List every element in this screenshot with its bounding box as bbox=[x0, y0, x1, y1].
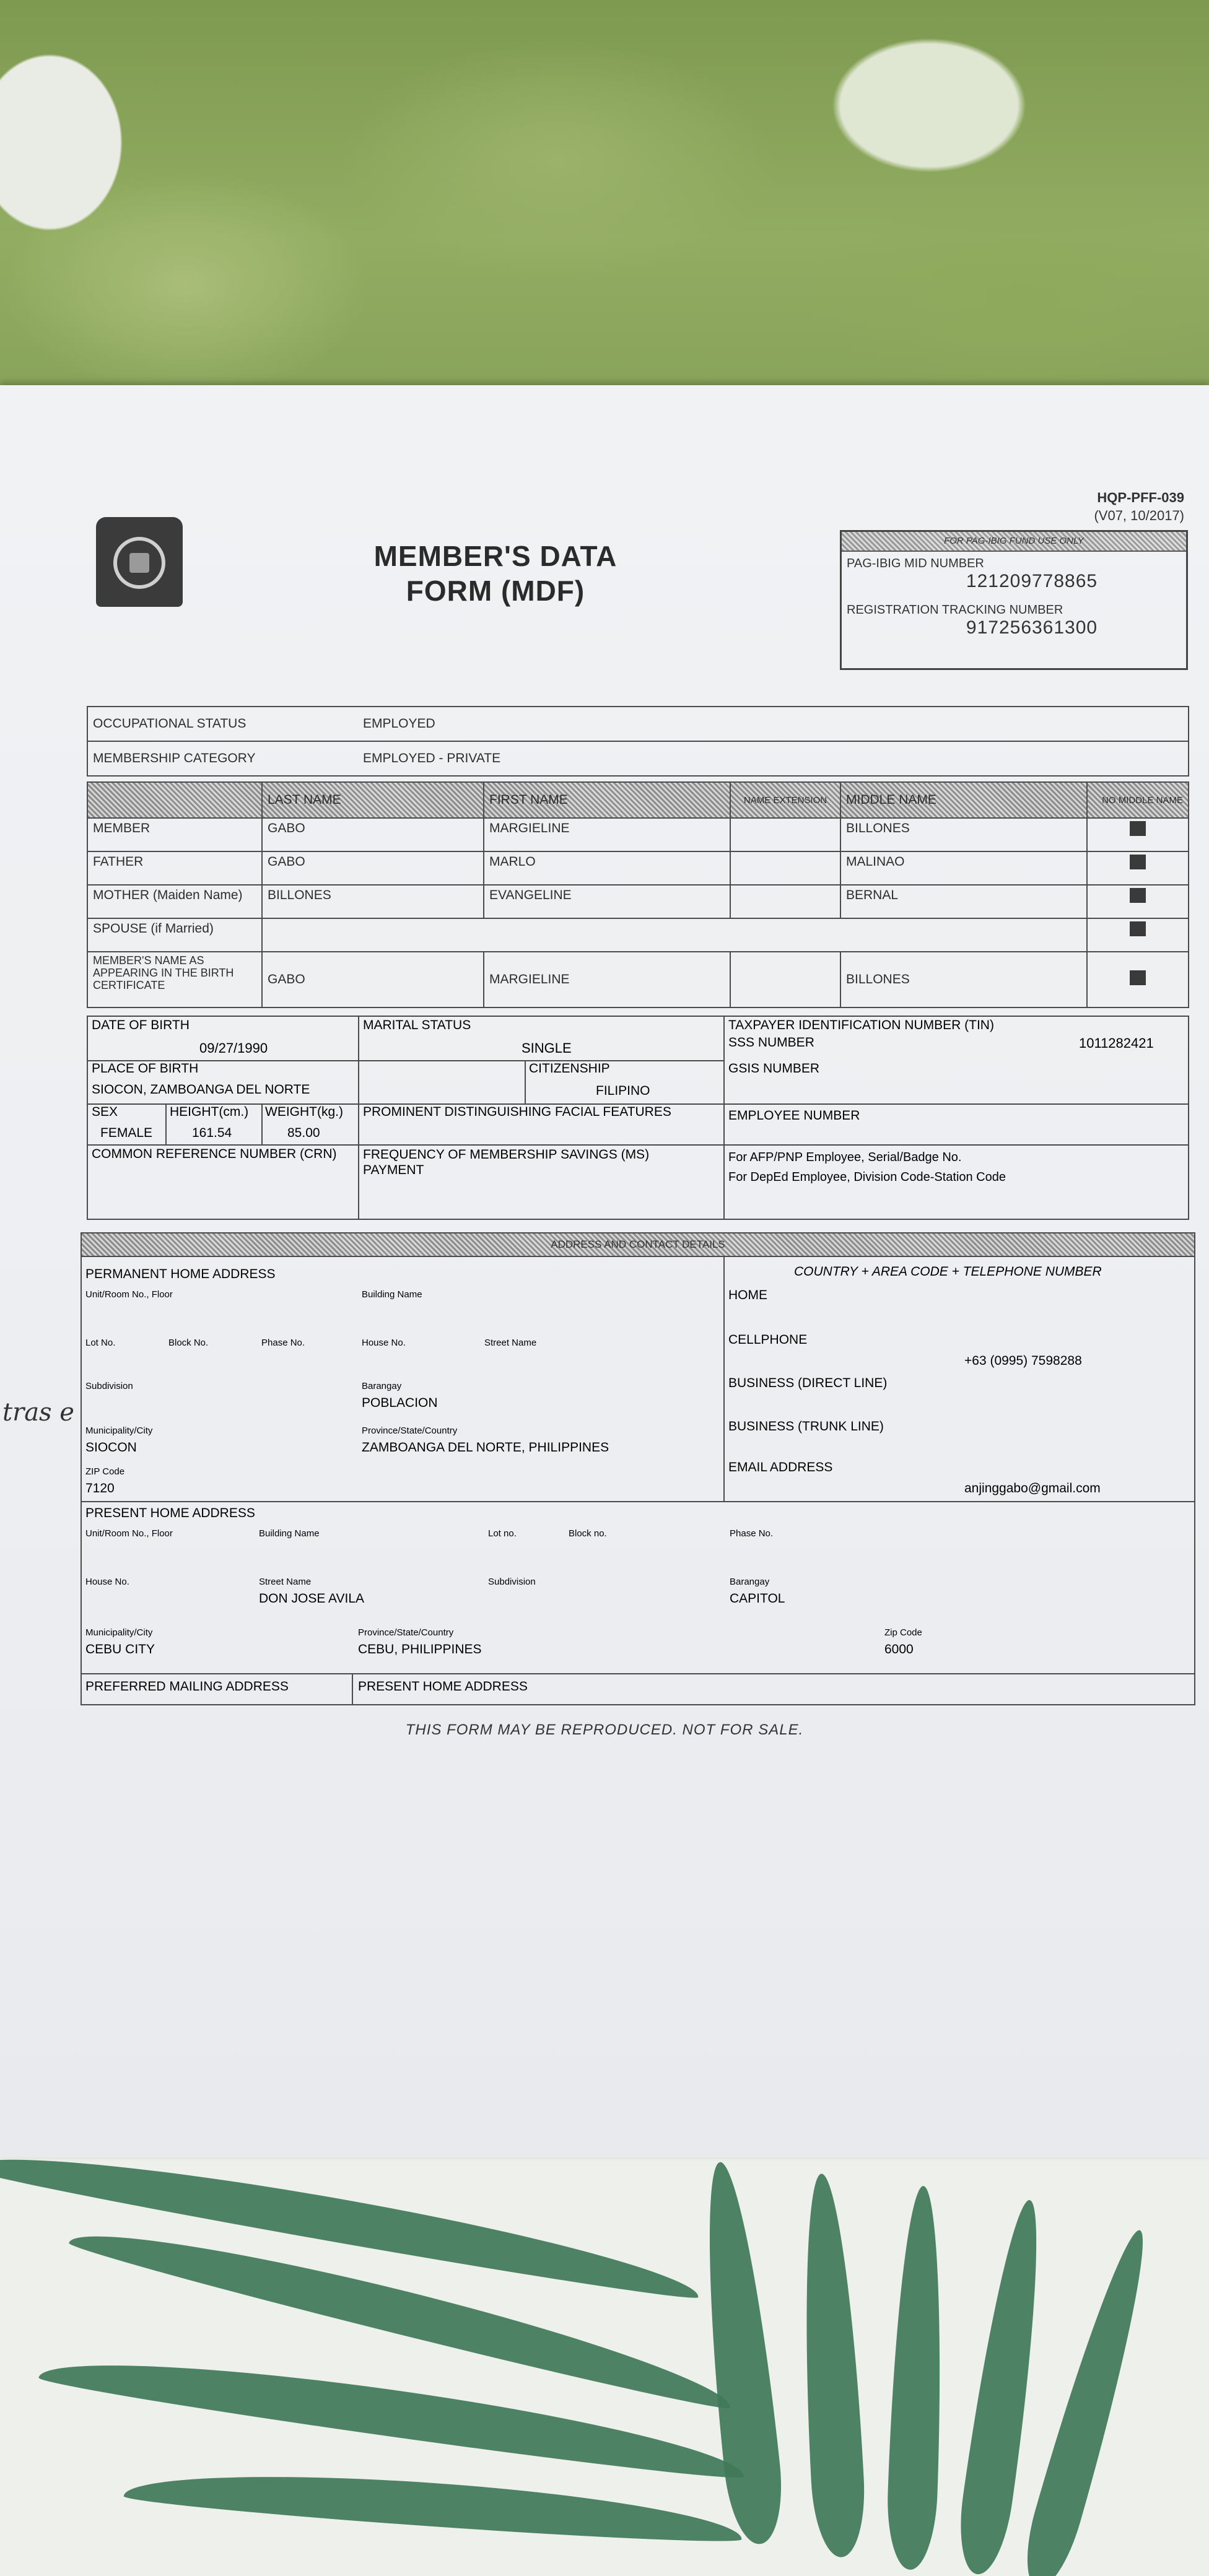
sss-label: SSS NUMBER bbox=[728, 1035, 814, 1050]
subd-label: Subdivision bbox=[85, 1381, 133, 1391]
no-middle-checkbox[interactable] bbox=[1130, 855, 1146, 869]
perm-prov: ZAMBOANGA DEL NORTE, PHILIPPINES bbox=[362, 1440, 609, 1455]
perm-muni: SIOCON bbox=[85, 1440, 137, 1455]
marital-label: MARITAL STATUS bbox=[363, 1018, 471, 1032]
table-row: MEMBER'S NAME AS APPEARING IN THE BIRTH CERTIFICATE GABO MARGIELINE BILLONES bbox=[87, 952, 1189, 1007]
present-address-label: PRESENT HOME ADDRESS bbox=[85, 1506, 255, 1520]
deped-note: For DepEd Employee, Division Code-Station Code bbox=[728, 1170, 1006, 1184]
home-label: HOME bbox=[728, 1288, 767, 1302]
mailing-label: PREFERRED MAILING ADDRESS bbox=[85, 1679, 289, 1694]
present-muni: CEBU CITY bbox=[85, 1642, 155, 1656]
present-prov-label: Province/State/Country bbox=[358, 1627, 454, 1638]
form-title: MEMBER'S DATA FORM (MDF) bbox=[373, 540, 618, 607]
no-middle-checkbox[interactable] bbox=[1130, 888, 1146, 903]
street-label: Street Name bbox=[484, 1338, 537, 1348]
fabric-background-top bbox=[0, 0, 1209, 396]
citizenship-label: CITIZENSHIP bbox=[529, 1061, 610, 1076]
mid-label: PAG-IBIG MID NUMBER bbox=[847, 557, 984, 570]
marital-value: SINGLE bbox=[522, 1040, 572, 1056]
phase-label: Phase No. bbox=[261, 1338, 305, 1348]
status-table bbox=[87, 706, 1189, 777]
gsis-label: GSIS NUMBER bbox=[728, 1061, 820, 1076]
afp-note: For AFP/PNP Employee, Serial/Badge No. bbox=[728, 1151, 962, 1164]
biz-trunk-label: BUSINESS (TRUNK LINE) bbox=[728, 1419, 884, 1434]
crn-label: COMMON REFERENCE NUMBER (CRN) bbox=[92, 1147, 337, 1161]
no-middle-checkbox[interactable] bbox=[1130, 821, 1146, 836]
occ-label: OCCUPATIONAL STATUS bbox=[87, 707, 358, 741]
hdr-first-name: FIRST NAME bbox=[484, 782, 730, 818]
address-header: ADDRESS AND CONTACT DETAILS bbox=[82, 1234, 1194, 1257]
hdr-last-name: LAST NAME bbox=[262, 782, 484, 818]
biz-direct-label: BUSINESS (DIRECT LINE) bbox=[728, 1376, 888, 1390]
sss-value: 1011282421 bbox=[1079, 1035, 1154, 1051]
present-bldg-label: Building Name bbox=[259, 1528, 320, 1539]
fund-use-box bbox=[840, 530, 1188, 670]
zip-label: ZIP Code bbox=[85, 1466, 125, 1477]
table-row: MEMBER GABO MARGIELINE BILLONES bbox=[87, 818, 1189, 851]
lot-label: Lot No. bbox=[85, 1338, 116, 1348]
present-zip-label: Zip Code bbox=[884, 1627, 922, 1638]
mid-value: 121209778865 bbox=[966, 571, 1098, 591]
weight-value: 85.00 bbox=[287, 1126, 320, 1140]
height-value: 161.54 bbox=[192, 1126, 232, 1140]
cat-value: EMPLOYED - PRIVATE bbox=[358, 741, 1189, 776]
hdr-middle-name: MIDDLE NAME bbox=[840, 782, 1087, 818]
pagibig-logo bbox=[96, 517, 183, 607]
dob-value: 09/27/1990 bbox=[199, 1040, 268, 1056]
pob-label: PLACE OF BIRTH bbox=[92, 1061, 199, 1076]
house-label: House No. bbox=[362, 1338, 406, 1348]
occ-value: EMPLOYED bbox=[358, 707, 1189, 741]
footer-note: THIS FORM MAY BE REPRODUCED. NOT FOR SALE. bbox=[405, 1721, 804, 1738]
table-row: MOTHER (Maiden Name) BILLONES EVANGELINE BERNAL bbox=[87, 885, 1189, 918]
weight-label: WEIGHT(kg.) bbox=[265, 1105, 343, 1119]
address-section bbox=[81, 1232, 1195, 1705]
names-table bbox=[87, 781, 1189, 1008]
dob-label: DATE OF BIRTH bbox=[92, 1018, 190, 1032]
unit-label: Unit/Room No., Floor bbox=[85, 1289, 173, 1300]
pob-value: SIOCON, ZAMBOANGA DEL NORTE bbox=[92, 1082, 310, 1097]
present-muni-label: Municipality/City bbox=[85, 1627, 153, 1638]
sex-label: SEX bbox=[92, 1105, 118, 1119]
muni-label: Municipality/City bbox=[85, 1425, 153, 1436]
height-label: HEIGHT(cm.) bbox=[170, 1105, 249, 1119]
features-label: PROMINENT DISTINGUISHING FACIAL FEATURES bbox=[363, 1105, 671, 1119]
freq-label: FREQUENCY OF MEMBERSHIP SAVINGS (MS) PAYMENT bbox=[363, 1147, 650, 1178]
table-row: FATHER GABO MARLO MALINAO bbox=[87, 851, 1189, 885]
perm-address-label: PERMANENT HOME ADDRESS bbox=[85, 1267, 276, 1281]
no-middle-checkbox[interactable] bbox=[1130, 921, 1146, 936]
tin-label: TAXPAYER IDENTIFICATION NUMBER (TIN) bbox=[728, 1018, 994, 1032]
present-unit-label: Unit/Room No., Floor bbox=[85, 1528, 173, 1539]
margin-handwriting: tras e bbox=[2, 1398, 74, 1427]
rtn-value: 917256361300 bbox=[966, 617, 1098, 638]
present-phase-label: Phase No. bbox=[730, 1528, 774, 1539]
email-value: anjinggabo@gmail.com bbox=[964, 1481, 1101, 1495]
no-middle-checkbox[interactable] bbox=[1130, 970, 1146, 985]
perm-zip: 7120 bbox=[85, 1481, 115, 1495]
prov-label: Province/State/Country bbox=[362, 1425, 458, 1436]
form-code: HQP-PFF-039 (V07, 10/2017) bbox=[1094, 490, 1184, 523]
present-street-label: Street Name bbox=[259, 1577, 312, 1587]
cell-value: +63 (0995) 7598288 bbox=[964, 1354, 1082, 1368]
present-subd-label: Subdivision bbox=[488, 1577, 536, 1587]
hdr-name-ext: NAME EXTENSION bbox=[730, 782, 840, 818]
present-brgy-label: Barangay bbox=[730, 1577, 770, 1587]
bldg-label: Building Name bbox=[362, 1289, 422, 1300]
block-label: Block No. bbox=[168, 1338, 209, 1348]
perm-brgy: POBLACION bbox=[362, 1396, 438, 1410]
contact-header: COUNTRY + AREA CODE + TELEPHONE NUMBER bbox=[794, 1264, 1102, 1279]
email-label: EMAIL ADDRESS bbox=[728, 1460, 833, 1474]
present-street: DON JOSE AVILA bbox=[259, 1591, 364, 1606]
citizenship-value: FILIPINO bbox=[596, 1084, 650, 1098]
rtn-label: REGISTRATION TRACKING NUMBER bbox=[847, 603, 1063, 617]
present-lot-label: Lot no. bbox=[488, 1528, 517, 1539]
cat-label: MEMBERSHIP CATEGORY bbox=[87, 741, 358, 776]
present-block-label: Block no. bbox=[569, 1528, 607, 1539]
mailing-value: PRESENT HOME ADDRESS bbox=[358, 1679, 528, 1694]
cell-label: CELLPHONE bbox=[728, 1333, 808, 1347]
present-prov: CEBU, PHILIPPINES bbox=[358, 1642, 482, 1656]
present-zip: 6000 bbox=[884, 1642, 914, 1656]
fabric-background-bottom bbox=[0, 2149, 1209, 2576]
personal-info-grid bbox=[87, 1016, 1189, 1220]
present-house-label: House No. bbox=[85, 1577, 129, 1587]
fund-use-header: FOR PAG-IBIG FUND USE ONLY bbox=[842, 532, 1186, 552]
table-row: SPOUSE (if Married) bbox=[87, 918, 1189, 952]
brgy-label: Barangay bbox=[362, 1381, 402, 1391]
empno-label: EMPLOYEE NUMBER bbox=[728, 1108, 860, 1123]
hdr-no-middle: NO MIDDLE NAME bbox=[1087, 782, 1189, 818]
present-brgy: CAPITOL bbox=[730, 1591, 785, 1606]
sex-value: FEMALE bbox=[100, 1126, 153, 1140]
